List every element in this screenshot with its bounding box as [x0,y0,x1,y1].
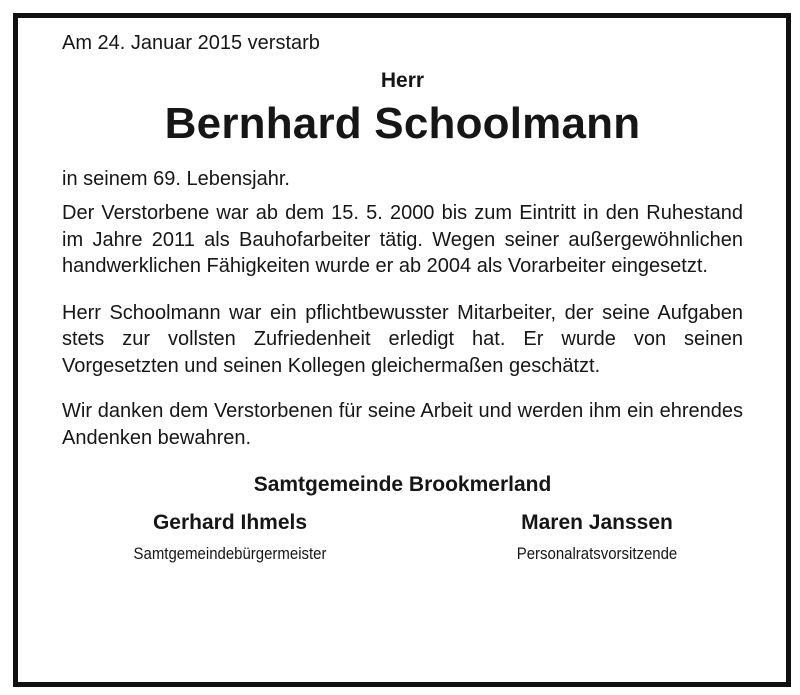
paragraph-character: Herr Schoolmann war ein pflichtbewusster Mitarbeiter, der seine Aufgaben stets zur vollsten Zufriedenheit erledigt hat. Er wurde von seinen Vorgesetzten und seinen Kollegen gleichermaßen geschätzt. [62,301,743,377]
obituary-notice-frame [13,13,791,687]
signer-name: Gerhard Ihmels [152,511,308,534]
obituary-content [62,30,743,571]
signer-staff-council [447,509,747,566]
date-line: Am 24. Januar 2015 verstarb [62,32,320,54]
paragraph-career: Der Verstorbene war ab dem 15. 5. 2000 bis zum Eintritt in den Ruhestand im Jahre 2011 als Bauhofarbeiter tätig. Wegen seiner außergewöhnlichen handwerklichen Fähigkeiten wurde er ab 2004 als Vorarbeiter eingesetzt. [62,202,743,277]
age-line: in seinem 69. Lebensjahr. [62,168,290,190]
signer-role: Personalratsvorsitzende [516,544,678,563]
salutation: Herr [380,69,425,92]
organization-name: Samtgemeinde Brookmerland [253,473,552,496]
deceased-name: Bernhard Schoolmann [164,99,641,148]
signers-block [62,509,743,571]
paragraph-thanks: Wir danken dem Verstorbenen für seine Arbeit und werden ihm ein ehrendes Andenken bewahren. [62,400,743,449]
signer-name: Maren Janssen [521,511,673,534]
signer-role: Samtgemeindebürgermeister [133,544,327,563]
signer-mayor [80,509,380,566]
